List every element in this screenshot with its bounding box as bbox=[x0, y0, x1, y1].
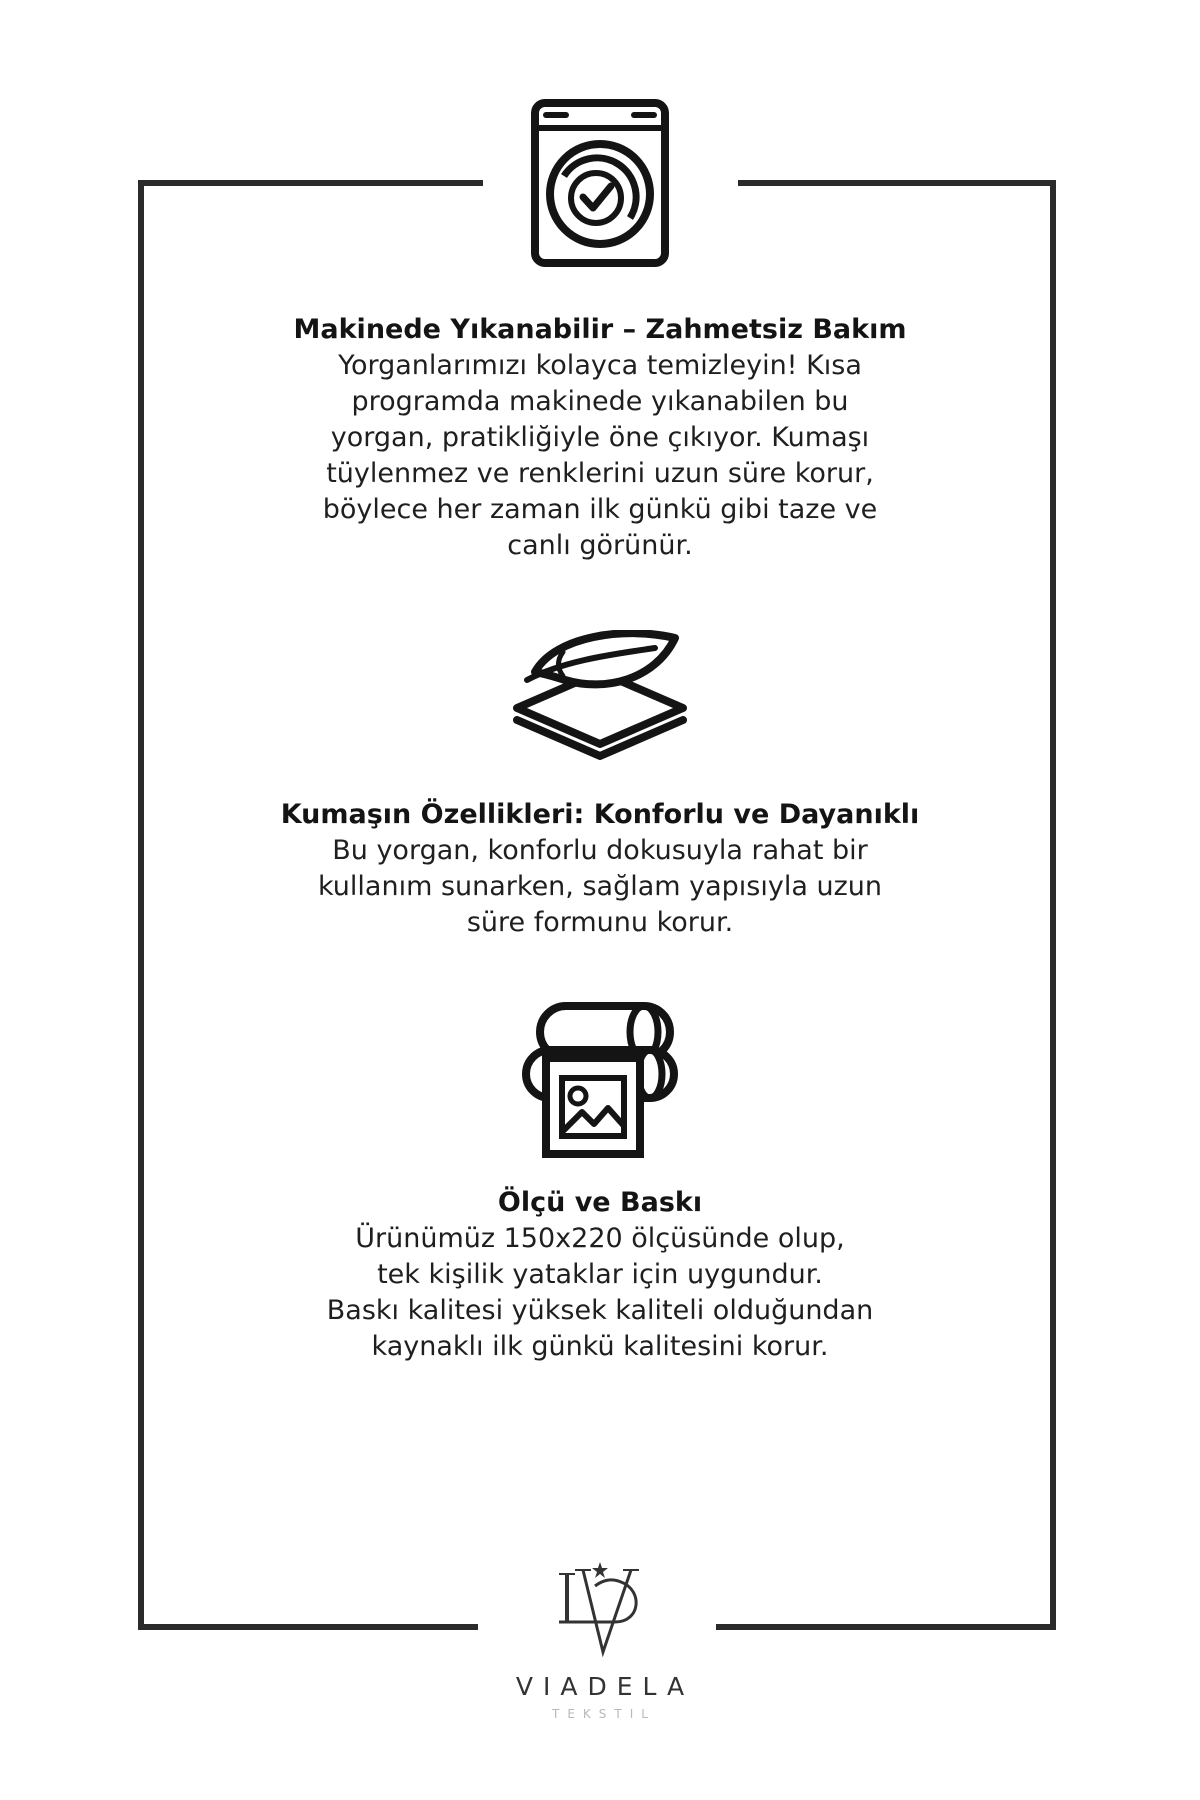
vd-monogram-logo bbox=[545, 1560, 655, 1660]
brand-name: VIADELA bbox=[515, 1672, 695, 1701]
section-description: Bu yorgan, konforlu dokusuyla rahat bir kullanım sunarken, sağlam yapısıyla uzun süre formunu korur. bbox=[318, 835, 882, 938]
frame-bottom-left bbox=[138, 1624, 478, 1630]
section-washable bbox=[0, 312, 1200, 564]
section-description: Yorganlarımızı kolayca temizleyin! Kısa programda makinede yıkanabilen bu yorgan, pratikliğiyle öne çıkıyor. Kumaşı tüylenmez ve renklerini uzun süre korur, böylece her zaman ilk günkü gibi taze ve canlı görünür. bbox=[322, 350, 878, 561]
section-title: Ölçü ve Baskı bbox=[497, 1187, 703, 1218]
washing-machine-check-icon bbox=[530, 98, 670, 268]
frame-bottom-right bbox=[716, 1624, 1056, 1630]
frame-top-right bbox=[738, 180, 1056, 186]
section-size-print bbox=[0, 1185, 1200, 1365]
section-title: Kumaşın Özellikleri: Konforlu ve Dayanıklı bbox=[280, 799, 920, 830]
print-roll-icon bbox=[520, 1000, 680, 1160]
frame-top-left bbox=[138, 180, 483, 186]
section-description: Ürünümüz 150x220 ölçüsünde olup, tek kişilik yataklar için uygundur. Baskı kalitesi yüksek kaliteli olduğundan kaynaklı ilk günkü kalitesini korur. bbox=[326, 1223, 874, 1362]
feather-fabric-layers-icon bbox=[505, 630, 695, 770]
brand-tagline: TEKSTIL bbox=[552, 1707, 656, 1721]
section-title: Makinede Yıkanabilir – Zahmetsiz Bakım bbox=[293, 314, 907, 345]
section-fabric bbox=[0, 797, 1200, 941]
